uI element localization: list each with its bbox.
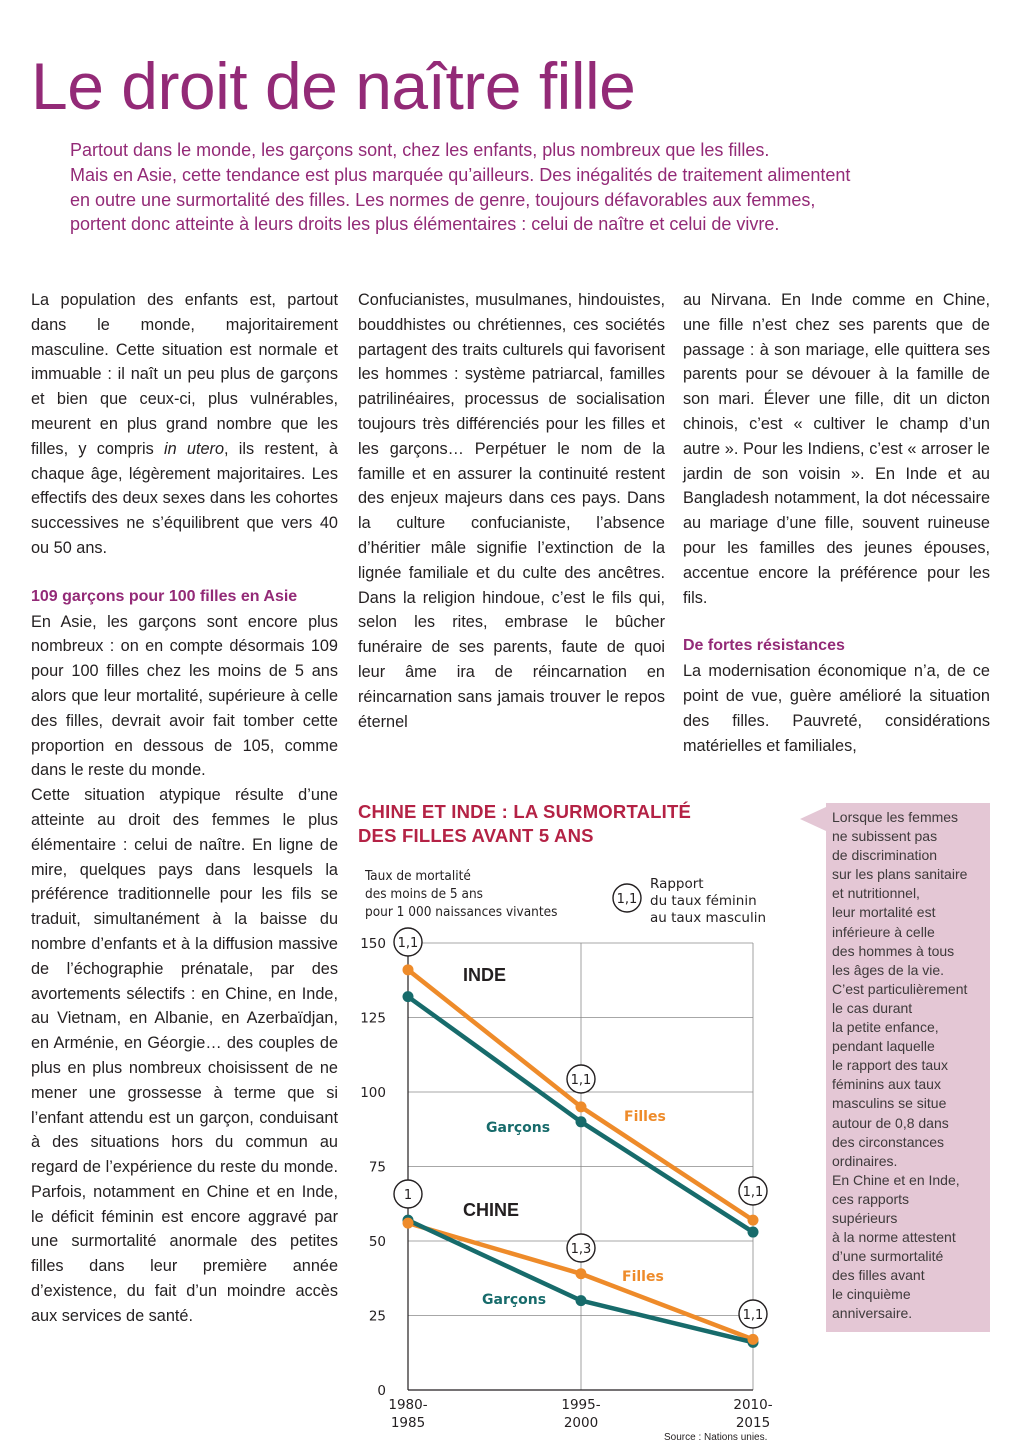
sidebar-line: des hommes à tous — [832, 942, 955, 959]
data-point — [403, 991, 414, 1002]
group-label-chine: CHINE — [463, 1200, 520, 1220]
sidebar-line: inférieure à celle — [832, 923, 935, 940]
sidebar-line: des filles avant — [832, 1267, 925, 1284]
series-label-filles: Filles — [622, 1269, 664, 1285]
ratio-value: 1,3 — [570, 1242, 592, 1257]
italic-term: in utero — [163, 439, 224, 458]
body-paragraph: En Asie, les garçons sont encore plus nombreux : on en compte désormais 109 pour 100 filles chez les moins de 5 ans alors que leur mortalité, supérieure à celle des filles, devrait avoir fait tomber cette proportion en dessous de 105, comme dans le reste du monde. — [31, 612, 338, 780]
inde-garcons-line — [408, 997, 753, 1232]
y-tick-label: 100 — [360, 1085, 386, 1101]
ratio-value: 1,1 — [742, 1185, 764, 1200]
body-text: , ils restent, à chaque âge, légèrement majoritaires. Les effectifs des deux sexes dans les cohortes successives ne s’équilibrent que vers 40 ou 50 ans. — [31, 439, 338, 557]
ratio-value: 1,1 — [742, 1308, 764, 1323]
data-point — [576, 1295, 587, 1306]
ratio-legend-line: du taux féminin — [650, 893, 757, 909]
sidebar-line: la petite enfance, — [832, 1019, 939, 1036]
page-title: Le droit de naître fille — [31, 49, 636, 123]
sidebar-line: ordinaires. — [832, 1152, 898, 1169]
x-tick-label: 2010- — [733, 1397, 773, 1413]
sidebar-line: masculins se situe — [832, 1095, 947, 1112]
sidebar-line: leur mortalité est — [832, 904, 936, 921]
ratio-legend-line: Rapport — [650, 876, 704, 892]
y-axis-label-line: Taux de mortalité — [365, 868, 471, 884]
series-label-garcons: Garçons — [482, 1292, 547, 1308]
sidebar-line: le cas durant — [832, 999, 913, 1016]
y-tick-label: 125 — [360, 1010, 386, 1027]
chart-title-line: DES FILLES AVANT 5 ANS — [358, 825, 594, 846]
body-paragraph — [31, 288, 338, 561]
y-tick-label: 0 — [377, 1383, 386, 1399]
chart-title-line: CHINE ET INDE : LA SURMORTALITÉ — [358, 801, 692, 822]
sidebar-text — [832, 808, 992, 1324]
sidebar-line: anniversaire. — [832, 1305, 913, 1322]
data-point — [748, 1227, 759, 1238]
inde-filles-line — [408, 970, 753, 1220]
y-tick-label: 25 — [368, 1308, 386, 1325]
x-tick-label: 2000 — [563, 1415, 599, 1431]
y-tick-label: 150 — [360, 936, 386, 952]
ratio-legend-sample: 1,1 — [616, 892, 638, 907]
intro-line: Partout dans le monde, les garçons sont, chez les enfants, plus nombreux que les filles. — [70, 140, 770, 160]
sidebar-line: supérieurs — [832, 1209, 898, 1226]
x-tick-label: 2015 — [735, 1415, 771, 1431]
y-tick-label: 50 — [368, 1234, 386, 1250]
sidebar-line: pendant laquelle — [832, 1038, 935, 1055]
sidebar-line: C’est particulièrement — [832, 980, 968, 997]
sidebar-line: sur les plans sanitaire — [832, 866, 968, 883]
intro-line: en outre une surmortalité des filles. Les normes de genre, toujours défavorables aux femmes, — [70, 189, 816, 210]
sidebar-line: de discrimination — [832, 847, 938, 864]
chart-title — [358, 800, 778, 848]
data-point — [576, 1101, 587, 1112]
x-tick-label: 1995- — [561, 1397, 601, 1413]
sidebar-line: et nutritionnel, — [832, 885, 920, 902]
ratio-legend-line: au taux masculin — [650, 910, 767, 926]
sidebar-line: Lorsque les femmes — [832, 809, 959, 825]
mortality-chart — [355, 860, 785, 1450]
sidebar-line: des circonstances — [832, 1133, 945, 1150]
intro-paragraph — [70, 138, 970, 237]
series-label-garcons: Garçons — [486, 1120, 551, 1136]
sidebar-pointer — [800, 807, 826, 831]
body-paragraph: au Nirvana. En Inde comme en Chine, une fille n’est chez ses parents que de passage : à son mariage, elle quittera ses parents pour se dévouer à la famille de son mari. Élever une fille, dit un dicton chinois, c’est « cultiver le champ d’un autre ». Pour les Indiens, c’est « arroser le jardin de son voisin ». En Inde et au Bangladesh notamment, la dot nécessaire au mariage d’une fille, souvent ruineuse pour les familles des jeunes épouses, accentue encore la préférence pour les fils. — [683, 291, 990, 607]
sidebar-line: le rapport des taux — [832, 1057, 948, 1074]
y-tick-label: 75 — [368, 1159, 386, 1176]
body-paragraph: Cette situation atypique résulte d’une atteinte au droit des femmes le plus élémentaire : celui de naître. En ligne de mire, quelques pays dans lesquels la préférence traditionnelle pour les fils se traduit, simultanément à la baisse du nombre d’enfants et à la diffusion massive de l’échographie prénatale, par des avortements sélectifs : en Chine, en Inde, au Vietnam, en Albanie, en Azerbaïdjan, en Arménie, en Géorgie… des couples de plus en plus nombreux choisissent de ne mener une grossesse à terme que si l’enfant attendu est un garçon, conduisant à des situations hors du commun au regard de l’expérience du reste du monde. Parfois, notamment en Chine et en Inde, le déficit féminin est encore aggravé par une surmortalité anormale des petites filles dans leur première année d’existence, du fait d’un moindre accès aux services de santé. — [31, 786, 338, 1325]
sidebar-line: ne subissent pas — [832, 828, 938, 845]
ratio-value: 1,1 — [397, 936, 419, 951]
x-tick-label: 1985 — [390, 1415, 426, 1431]
group-label-inde: INDE — [463, 965, 507, 985]
ratio-value: 1,1 — [570, 1073, 592, 1088]
sidebar-line: féminins aux taux — [832, 1076, 941, 1093]
article-column-1 — [31, 288, 338, 1329]
series-label-filles: Filles — [624, 1109, 666, 1125]
body-paragraph: La modernisation économique n’a, de ce point de vue, guère amélioré la situation des filles. Pauvreté, considérations matérielles et familiales, — [683, 662, 990, 755]
y-axis-label-line: pour 1 000 naissances vivantes — [365, 904, 558, 920]
intro-line: portent donc atteinte à leurs droits les plus élémentaires : celui de naître et celui de vivre. — [70, 214, 780, 235]
article-column-3 — [683, 288, 990, 758]
body-text: La population des enfants est, partout dans le monde, majoritairement masculine. Cette situation est normale et immuable : il naît un peu plus de garçons et bien que ceux-ci, plus vulnérables, meurent en plus grand nombre que les filles, y compris — [31, 291, 338, 458]
sidebar-line: le cinquième — [832, 1286, 911, 1303]
data-point — [403, 964, 414, 975]
body-paragraph: Confucianistes, musulmanes, hindouistes, bouddhistes ou chrétiennes, ces sociétés partagent des traits culturels qui favorisent les hommes : système patriarcal, familles patrilinéaires, processus de socialisation toujours très différenciés pour les filles et les garçons… Perpétuer le nom de la famille et en assurer la continuité restent des enjeux majeurs dans ces pays. Dans la culture confucianiste, l’absence d’héritier mâle signifie l’extinction de la lignée familiale et du culte des ancêtres. Dans la religion hindoue, c’est le fils qui, selon les rites, embrase le bûcher funéraire de ses parents, faute de quoi leur âme ira de réincarnation en réincarnation sans jamais trouver le repos éternel — [358, 291, 665, 731]
ratio-value: 1 — [403, 1188, 413, 1203]
sidebar-line: En Chine et en Inde, — [832, 1171, 960, 1188]
section-subheading: 109 garçons pour 100 filles en Asie — [31, 587, 298, 605]
section-subheading: De fortes résistances — [683, 637, 845, 655]
x-tick-label: 1980- — [388, 1397, 428, 1413]
intro-line: Mais en Asie, cette tendance est plus marquée qu’ailleurs. Des inégalités de traitement alimentent — [70, 164, 851, 185]
sidebar-line: autour de 0,8 dans — [832, 1114, 949, 1131]
data-point — [576, 1268, 587, 1279]
data-point — [576, 1116, 587, 1127]
data-point — [748, 1334, 759, 1345]
article-column-2 — [358, 288, 665, 734]
y-axis-label-line: des moins de 5 ans — [365, 886, 483, 902]
chart-source: Source : Nations unies. — [664, 1432, 768, 1443]
data-point — [403, 1218, 414, 1229]
sidebar-line: à la norme attestent — [832, 1229, 956, 1246]
sidebar-line: d’une surmortalité — [832, 1248, 944, 1265]
sidebar-line: ces rapports — [832, 1190, 910, 1207]
sidebar-line: les âges de la vie. — [832, 961, 945, 978]
data-point — [748, 1215, 759, 1226]
